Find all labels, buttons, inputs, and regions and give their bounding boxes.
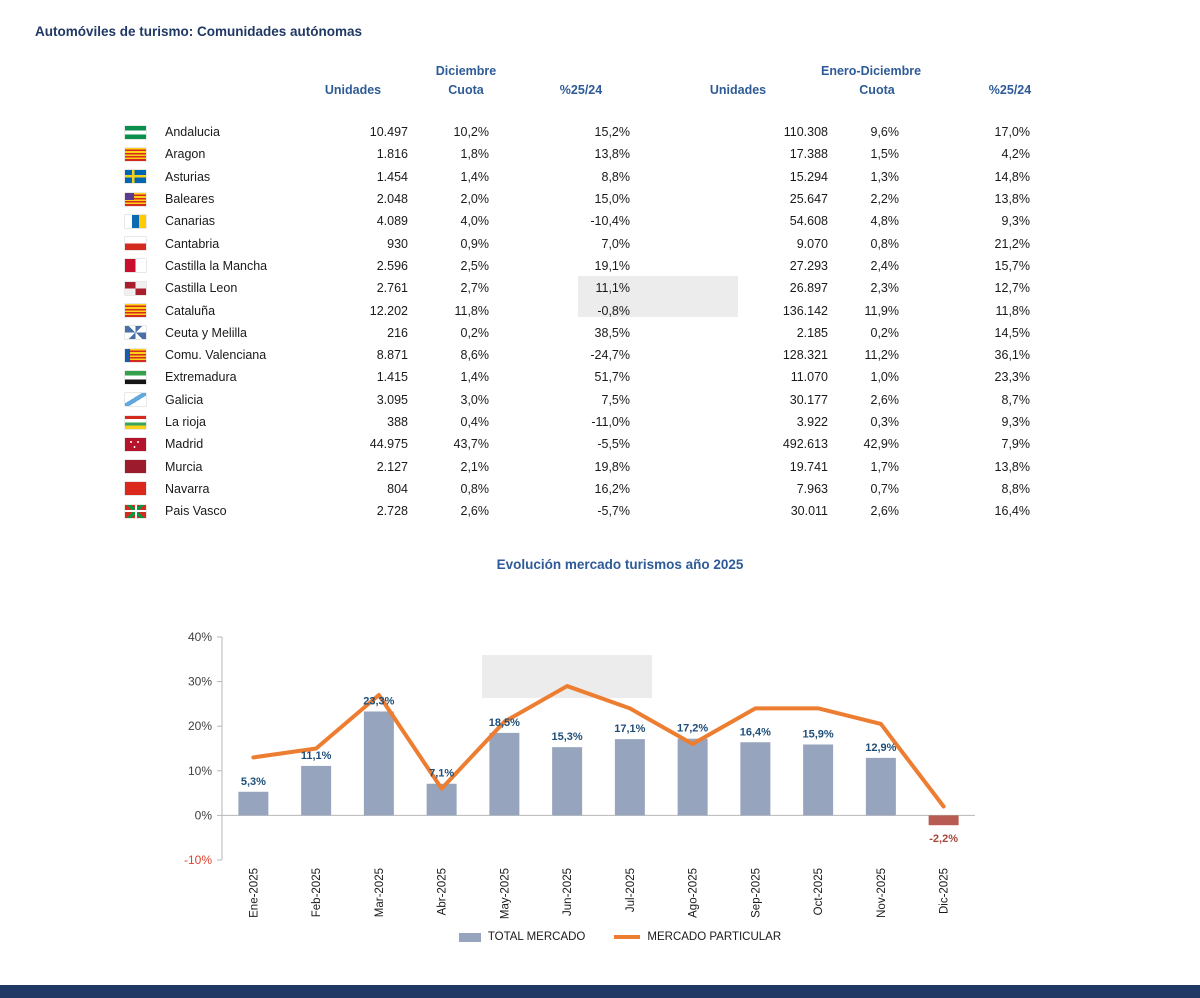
yr-unidades-value: 54.608 xyxy=(789,214,828,229)
dec-pct-value: -0,8% xyxy=(597,303,630,318)
dec-pct-value: -5,7% xyxy=(597,504,630,519)
yr-pct-value: 23,3% xyxy=(994,370,1030,385)
bar-value-label: 23,3% xyxy=(363,695,395,708)
yr-cuota-value: 1,3% xyxy=(870,169,899,184)
total-mercado-bar xyxy=(364,711,394,815)
legend-label-mercado-particular: MERCADO PARTICULAR xyxy=(647,931,782,943)
region-name: Canarias xyxy=(165,214,216,229)
group-header-diciembre: Diciembre xyxy=(435,64,497,78)
yr-pct-value: 11,8% xyxy=(995,303,1030,318)
flag-canarias-icon xyxy=(125,215,146,228)
region-name: Cataluña xyxy=(165,303,216,318)
dec-pct-value: -11,0% xyxy=(591,415,630,429)
total-mercado-swatch xyxy=(459,933,481,942)
dec-pct-value: 7,5% xyxy=(601,392,630,407)
y-tick-label: 0% xyxy=(194,808,212,823)
region-name: Aragon xyxy=(165,147,206,162)
mercado-particular-line xyxy=(253,686,943,806)
bar-value-label: 15,9% xyxy=(802,728,834,741)
yr-cuota-value: 1,7% xyxy=(870,459,899,474)
y-tick-label: 30% xyxy=(187,674,212,689)
yr-unidades-value: 27.293 xyxy=(789,258,828,273)
dec-pct-value: 38,5% xyxy=(594,325,630,340)
bar-value-label: 12,9% xyxy=(865,741,897,754)
yr-cuota-value: 9,6% xyxy=(870,125,899,140)
col-header-dec-unidades: Unidades xyxy=(324,83,382,97)
region-name: Extremadura xyxy=(165,370,237,385)
yr-unidades-value: 9.070 xyxy=(796,236,828,251)
flag-aragon-icon xyxy=(125,148,146,161)
table-row xyxy=(125,255,1030,277)
table-row xyxy=(125,143,1030,165)
dec-cuota-value: 2,5% xyxy=(460,258,489,273)
yr-cuota-value: 0,3% xyxy=(870,415,899,429)
dec-cuota-value: 2,1% xyxy=(460,459,489,474)
legend-label-total-mercado: TOTAL MERCADO xyxy=(487,931,586,943)
col-header-yr-pct: %25/24 xyxy=(988,83,1032,97)
dec-cuota-value: 2,0% xyxy=(460,192,489,207)
yr-unidades-value: 26.897 xyxy=(789,281,828,296)
total-mercado-bar xyxy=(489,733,519,816)
y-tick-label: -10% xyxy=(183,853,212,867)
group-header-enero-diciembre: Enero-Diciembre xyxy=(820,64,922,78)
flag-cantabria-icon xyxy=(125,237,146,250)
dec-unidades-value: 2.048 xyxy=(376,192,408,207)
region-name: La rioja xyxy=(165,415,206,429)
region-name: Andalucia xyxy=(165,125,220,140)
table-row xyxy=(125,389,1030,411)
table-row xyxy=(125,411,1030,433)
yr-pct-value: 4,2% xyxy=(1001,147,1030,162)
bar-value-label: 15,3% xyxy=(551,731,583,744)
x-axis-label: Jun-2025 xyxy=(562,868,575,916)
yr-cuota-value: 0,8% xyxy=(870,236,899,251)
total-mercado-bar xyxy=(866,758,896,816)
x-axis-label: Ago-2025 xyxy=(687,868,700,918)
dec-pct-value: 11,1% xyxy=(595,281,630,296)
yr-cuota-value: 4,8% xyxy=(870,214,899,229)
dec-cuota-value: 2,6% xyxy=(460,504,489,519)
table-row xyxy=(125,121,1030,143)
flag-castilla-leon-icon xyxy=(125,282,146,295)
dec-cuota-value: 10,2% xyxy=(453,125,489,140)
y-tick-label: 40% xyxy=(187,630,212,644)
yr-cuota-value: 11,2% xyxy=(864,348,899,363)
flag-murcia-icon xyxy=(125,460,146,473)
flag-baleares-icon xyxy=(125,193,146,206)
yr-unidades-value: 19.741 xyxy=(789,459,828,474)
yr-cuota-value: 0,7% xyxy=(870,481,899,496)
yr-pct-value: 7,9% xyxy=(1001,437,1030,452)
yr-pct-value: 15,7% xyxy=(994,258,1030,273)
dec-unidades-value: 388 xyxy=(387,415,408,429)
dec-unidades-value: 1.454 xyxy=(376,169,408,184)
dec-cuota-value: 3,0% xyxy=(460,392,489,407)
table-row xyxy=(125,455,1030,477)
dec-unidades-value: 1.816 xyxy=(376,147,408,162)
dec-unidades-value: 8.871 xyxy=(376,348,408,363)
x-axis-label: Oct-2025 xyxy=(813,868,826,916)
region-name: Cantabria xyxy=(165,236,220,251)
flag-andalucia-icon xyxy=(125,126,146,139)
dec-cuota-value: 1,8% xyxy=(460,147,489,162)
table-row xyxy=(125,299,1030,321)
flag-navarra-icon xyxy=(125,482,146,495)
table-row xyxy=(125,188,1030,210)
bar-value-label: -2,2% xyxy=(929,833,958,846)
table-row xyxy=(125,366,1030,388)
yr-pct-value: 8,7% xyxy=(1001,392,1030,407)
dec-cuota-value: 0,2% xyxy=(460,325,489,340)
region-name: Navarra xyxy=(165,481,210,496)
highlight-box xyxy=(482,655,652,698)
yr-unidades-value: 30.011 xyxy=(790,504,828,519)
x-axis-label: Jul-2025 xyxy=(624,868,637,913)
flag-castilla-la-mancha-icon xyxy=(125,259,146,272)
page-title: Automóviles de turismo: Comunidades autónomas xyxy=(35,24,363,39)
region-name: Ceuta y Melilla xyxy=(165,325,247,340)
region-name: Galicia xyxy=(165,392,204,407)
dec-cuota-value: 0,9% xyxy=(460,236,489,251)
dec-unidades-value: 216 xyxy=(387,325,408,340)
mercado-particular-swatch xyxy=(614,935,640,939)
yr-pct-value: 13,8% xyxy=(994,192,1030,207)
flag-la-rioja-icon xyxy=(125,416,146,429)
yr-cuota-value: 2,2% xyxy=(870,192,899,207)
yr-cuota-value: 1,5% xyxy=(870,147,899,162)
region-name: Castilla la Mancha xyxy=(165,258,268,273)
yr-pct-value: 21,2% xyxy=(994,236,1030,251)
total-mercado-bar xyxy=(238,792,268,816)
y-tick-label: 10% xyxy=(187,763,212,778)
yr-unidades-value: 30.177 xyxy=(789,392,828,407)
dec-unidades-value: 930 xyxy=(387,236,408,251)
yr-unidades-value: 2.185 xyxy=(796,325,828,340)
dec-cuota-value: 8,6% xyxy=(460,348,489,363)
dec-pct-value: -24,7% xyxy=(590,348,630,363)
table-row xyxy=(125,232,1030,254)
dec-unidades-value: 2.127 xyxy=(376,459,408,474)
bar-value-label: 5,3% xyxy=(240,775,266,788)
total-mercado-bar xyxy=(615,739,645,815)
x-axis-label: Ene-2025 xyxy=(248,868,261,918)
dec-cuota-value: 1,4% xyxy=(460,169,489,184)
bar-value-label: 18,5% xyxy=(488,716,520,729)
bar-value-label: 7,1% xyxy=(429,767,455,780)
dec-pct-value: 19,1% xyxy=(594,258,630,273)
x-axis-label: Mar-2025 xyxy=(373,868,386,918)
dec-cuota-value: 0,4% xyxy=(460,415,489,429)
table-row xyxy=(125,166,1030,188)
dec-cuota-value: 4,0% xyxy=(460,214,489,229)
yr-unidades-value: 128.321 xyxy=(782,348,828,363)
y-tick-label: 20% xyxy=(187,719,212,734)
yr-pct-value: 36,1% xyxy=(994,348,1030,363)
region-name: Pais Vasco xyxy=(165,504,227,519)
yr-cuota-value: 1,0% xyxy=(870,370,899,385)
dec-pct-value: 7,0% xyxy=(601,236,630,251)
dec-pct-value: 15,0% xyxy=(594,192,630,207)
dec-pct-value: -5,5% xyxy=(597,437,630,452)
bar-value-label: 11,1% xyxy=(300,749,332,762)
yr-cuota-value: 11,9% xyxy=(864,303,899,318)
flag-cataluna-icon xyxy=(125,304,146,317)
yr-pct-value: 17,0% xyxy=(994,125,1030,140)
dec-unidades-value: 804 xyxy=(387,481,408,496)
dec-unidades-value: 2.596 xyxy=(376,258,408,273)
dec-pct-value: 8,8% xyxy=(601,169,630,184)
table-row xyxy=(125,277,1030,299)
yr-unidades-value: 3.922 xyxy=(796,415,828,429)
yr-pct-value: 8,8% xyxy=(1001,481,1030,496)
total-mercado-bar xyxy=(552,747,582,815)
table-row xyxy=(125,478,1030,500)
yr-unidades-value: 110.308 xyxy=(783,125,828,140)
yr-pct-value: 9,3% xyxy=(1001,415,1030,429)
yr-cuota-value: 42,9% xyxy=(863,437,899,452)
region-name: Asturias xyxy=(165,169,211,184)
yr-cuota-value: 0,2% xyxy=(870,325,899,340)
yr-pct-value: 16,4% xyxy=(994,504,1030,519)
yr-unidades-value: 136.142 xyxy=(782,303,828,318)
dec-unidades-value: 44.975 xyxy=(369,437,408,452)
dec-unidades-value: 3.095 xyxy=(376,392,408,407)
total-mercado-bar xyxy=(803,744,833,815)
dec-pct-value: 15,2% xyxy=(594,125,630,140)
col-header-yr-unidades: Unidades xyxy=(709,83,767,97)
flag-asturias-icon xyxy=(125,170,146,183)
col-header-dec-cuota: Cuota xyxy=(448,83,484,97)
dec-cuota-value: 11,8% xyxy=(454,303,489,318)
dec-unidades-value: 12.202 xyxy=(369,303,408,318)
total-mercado-bar xyxy=(301,766,331,816)
region-name: Comu. Valenciana xyxy=(165,348,267,363)
total-mercado-bar xyxy=(678,739,708,816)
dec-unidades-value: 2.728 xyxy=(376,504,408,519)
chart-title: Evolución mercado turismos año 2025 xyxy=(496,557,744,572)
flag-valenciana-icon xyxy=(125,349,146,362)
dec-pct-value: -10,4% xyxy=(590,214,630,229)
yr-cuota-value: 2,6% xyxy=(870,504,899,519)
region-name: Castilla Leon xyxy=(165,281,238,296)
yr-unidades-value: 492.613 xyxy=(782,437,828,452)
dec-cuota-value: 43,7% xyxy=(453,437,489,452)
region-name: Murcia xyxy=(165,459,203,474)
yr-pct-value: 14,8% xyxy=(994,169,1030,184)
yr-cuota-value: 2,3% xyxy=(870,281,899,296)
col-header-yr-cuota: Cuota xyxy=(859,83,895,97)
region-name: Baleares xyxy=(165,192,215,207)
yr-cuota-value: 2,6% xyxy=(870,392,899,407)
total-mercado-bar xyxy=(740,742,770,815)
bar-value-label: 17,1% xyxy=(614,723,646,736)
flag-galicia-icon xyxy=(125,393,146,406)
x-axis-label: Feb-2025 xyxy=(311,868,324,918)
yr-unidades-value: 17.388 xyxy=(789,147,828,162)
regions-table xyxy=(125,121,1030,522)
yr-unidades-value: 15.294 xyxy=(789,169,828,184)
dec-cuota-value: 1,4% xyxy=(460,370,489,385)
bar-value-label: 17,2% xyxy=(677,722,709,735)
dec-unidades-value: 4.089 xyxy=(376,214,408,229)
dec-pct-value: 19,8% xyxy=(594,459,630,474)
chart-legend xyxy=(0,931,1200,943)
flag-pais-vasco-icon xyxy=(125,505,146,518)
dec-cuota-value: 0,8% xyxy=(460,481,489,496)
yr-unidades-value: 7.963 xyxy=(796,481,828,496)
region-name: Madrid xyxy=(165,437,204,452)
total-mercado-bar xyxy=(427,784,457,816)
table-row xyxy=(125,433,1030,455)
col-header-dec-pct: %25/24 xyxy=(559,83,603,97)
yr-pct-value: 14,5% xyxy=(994,325,1030,340)
yr-pct-value: 12,7% xyxy=(994,281,1030,296)
table-row xyxy=(125,500,1030,522)
table-row xyxy=(125,322,1030,344)
flag-extremadura-icon xyxy=(125,371,146,384)
x-axis-label: Sep-2025 xyxy=(750,868,763,918)
flag-madrid-icon xyxy=(125,438,146,451)
dec-unidades-value: 10.497 xyxy=(369,125,408,140)
x-axis-label: Nov-2025 xyxy=(875,868,888,918)
footer-bar xyxy=(0,985,1200,998)
total-mercado-bar xyxy=(929,815,959,825)
yr-pct-value: 9,3% xyxy=(1001,214,1030,229)
x-axis-label: Abr-2025 xyxy=(436,868,449,916)
dec-pct-value: 51,7% xyxy=(594,370,630,385)
dec-cuota-value: 2,7% xyxy=(460,281,489,296)
dec-unidades-value: 2.761 xyxy=(376,281,408,296)
dec-pct-value: 16,2% xyxy=(594,481,630,496)
yr-unidades-value: 11.070 xyxy=(790,370,828,385)
yr-unidades-value: 25.647 xyxy=(789,192,828,207)
flag-ceuta-melilla-icon xyxy=(125,326,146,339)
table-row xyxy=(125,344,1030,366)
dec-pct-value: 13,8% xyxy=(594,147,630,162)
x-axis-label: May-2025 xyxy=(499,868,512,920)
x-axis-label: Dic-2025 xyxy=(938,868,951,915)
yr-cuota-value: 2,4% xyxy=(870,258,899,273)
table-row xyxy=(125,210,1030,232)
dec-unidades-value: 1.415 xyxy=(376,370,408,385)
bar-value-label: 16,4% xyxy=(739,726,771,739)
yr-pct-value: 13,8% xyxy=(994,459,1030,474)
